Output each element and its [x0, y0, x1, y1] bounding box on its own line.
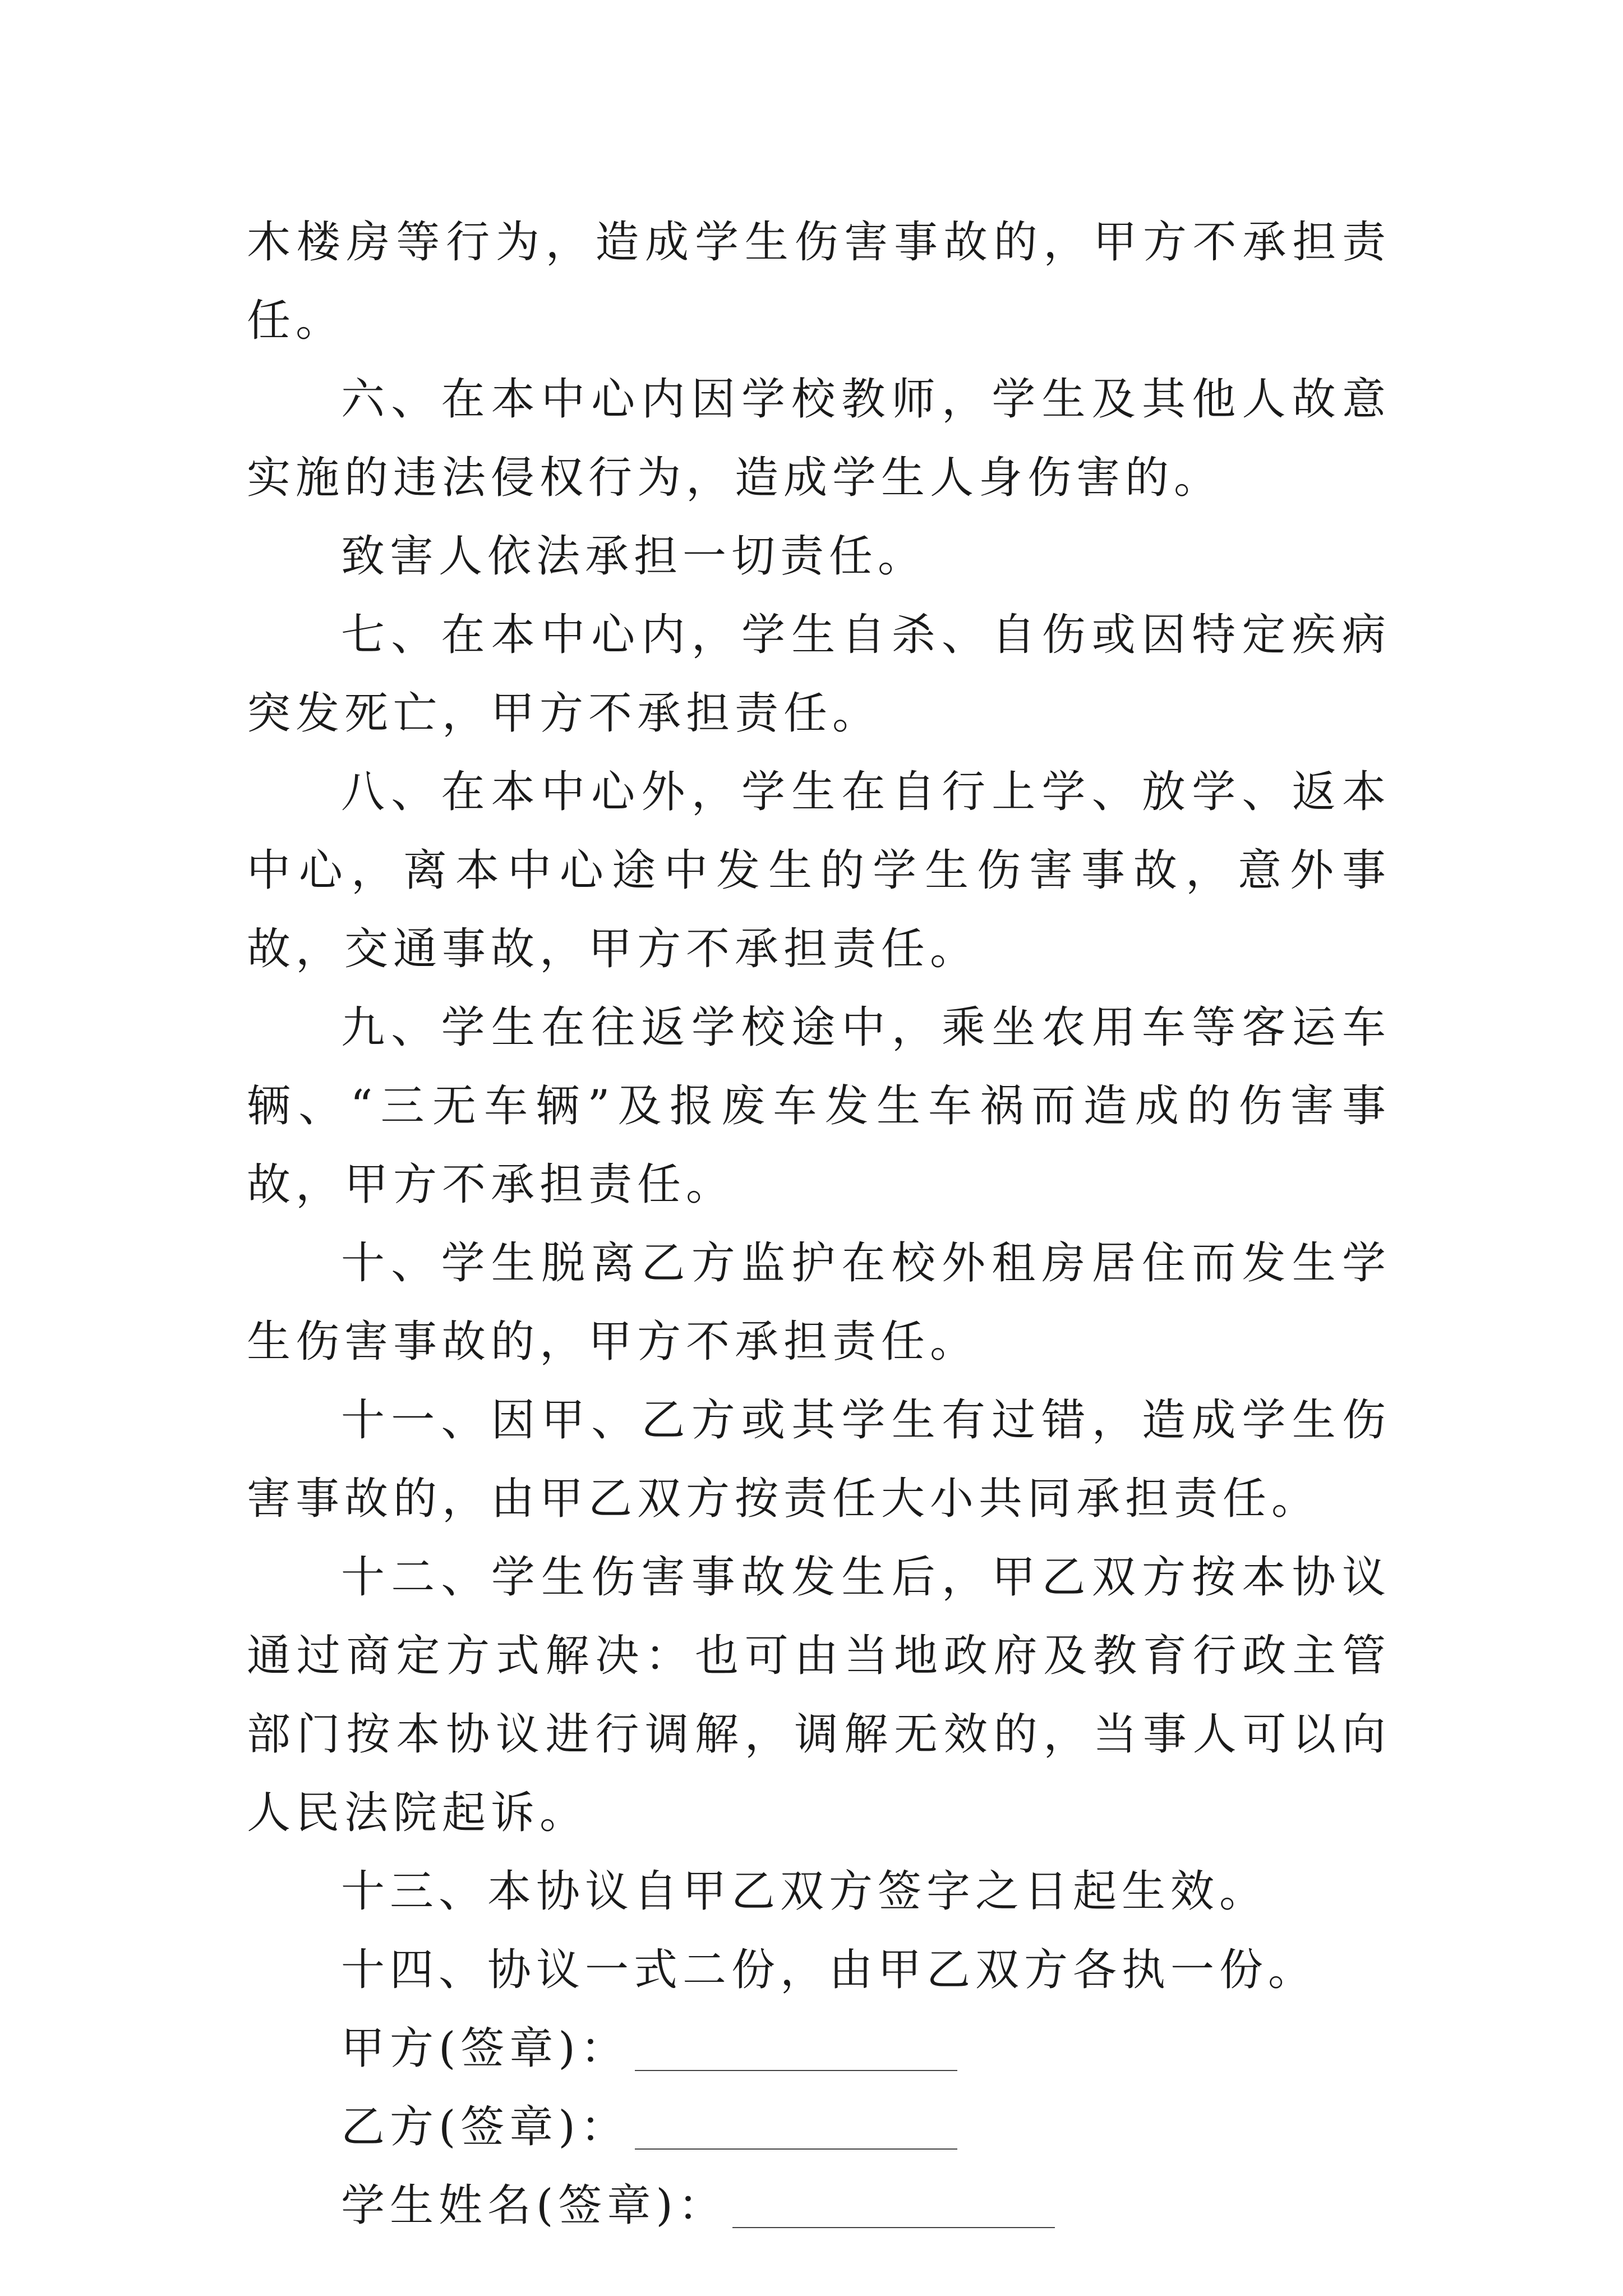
signature-party-a [247, 2009, 1391, 2088]
signature-party-a-label: 甲方(签章)： [341, 2023, 629, 2074]
clause-6-liability: 致害人依法承担一切责任。 [341, 531, 927, 582]
clause-14: 十四、协议一式二份，由甲乙双方各执一份。 [341, 1945, 1317, 1995]
clause-11: 十一、因甲、乙方或其学生有过错，造成学生伤害事故的，由甲乙双方按责任大小共同承担责任。 [247, 1395, 1391, 1524]
clause-continuation: 木楼房等行为，造成学生伤害事故的，甲方不承担责任。 [247, 217, 1391, 346]
signature-student-label: 学生姓名(签章)： [341, 2180, 727, 2231]
clause-13: 十三、本协议自甲乙双方签字之日起生效。 [341, 1866, 1269, 1917]
signature-party-b-label: 乙方(签章)： [341, 2102, 629, 2152]
clause-7: 七、在本中心内，学生自杀、自伤或因特定疾病突发死亡，甲方不承担责任。 [247, 610, 1391, 739]
clause-12: 十二、学生伤害事故发生后，甲乙双方按本协议通过商定方式解决：也可由当地政府及教育行政主管部门按本协议进行调解，调解无效的，当事人可以向人民法院起诉。 [247, 1552, 1391, 1838]
signature-party-b-blank [635, 2115, 957, 2150]
signature-student [247, 2166, 1391, 2245]
clause-10: 十、学生脱离乙方监护在校外租房居住而发生学生伤害事故的，甲方不承担责任。 [247, 1238, 1391, 1367]
clause-9: 九、学生在往返学校途中，乘坐农用车等客运车辆、“三无车辆”及报废车发生车祸而造成的伤害事故，甲方不承担责任。 [247, 1002, 1391, 1210]
agreement-body [247, 203, 1391, 2245]
signature-student-blank [732, 2193, 1055, 2228]
signature-party-b [247, 2088, 1391, 2166]
clause-8: 八、在本中心外，学生在自行上学、放学、返本中心，离本中心途中发生的学生伤害事故，意外事故，交通事故，甲方不承担责任。 [247, 767, 1391, 974]
signature-party-a-blank [635, 2036, 957, 2071]
clause-6: 六、在本中心内因学校教师，学生及其他人故意实施的违法侵权行为，造成学生人身伤害的。 [247, 374, 1391, 503]
